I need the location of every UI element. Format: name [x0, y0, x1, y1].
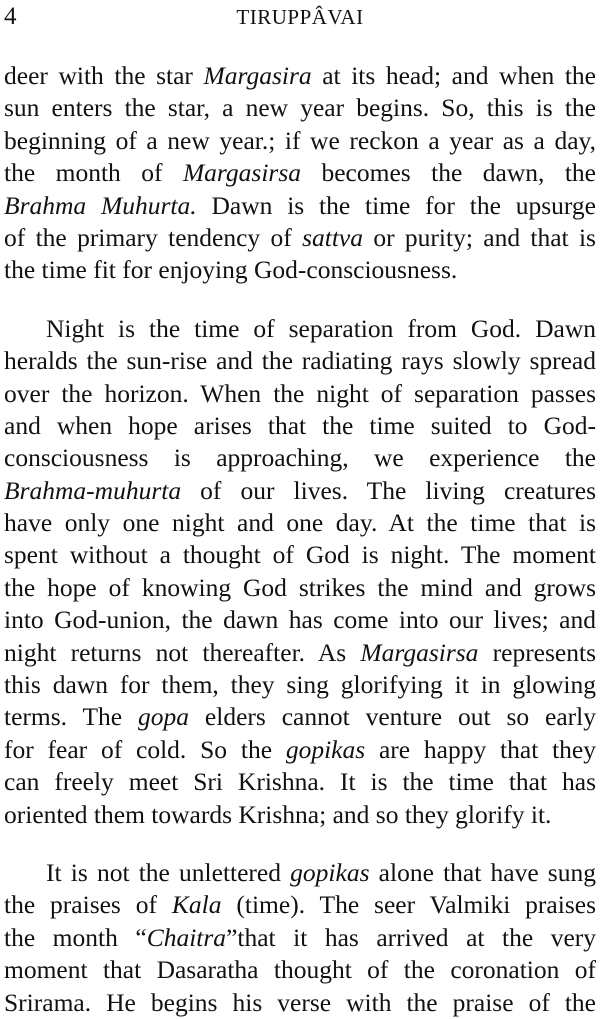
text-line [4, 987, 596, 1019]
text-segment: the praises of [4, 890, 172, 920]
italic-term: Margasira [203, 61, 312, 90]
text-line [4, 799, 596, 831]
italic-term: Kala [171, 890, 222, 920]
text-segment: Srirama. He begins his verse with the praise of the [4, 987, 596, 1017]
page-number: 4 [4, 3, 17, 30]
italic-term: gopikas [285, 734, 366, 764]
text-segment: deer with the star [4, 61, 204, 90]
italic-term: Chaitra [146, 922, 227, 952]
text-line [4, 345, 596, 377]
text-segment: consciousness is approaching, we experience the [4, 443, 596, 473]
text-segment: represents [478, 637, 596, 667]
text-segment: heralds the sun-rise and the radiating rays slowly spread [4, 346, 596, 376]
text-line [4, 889, 596, 921]
text-line [4, 157, 596, 189]
body-text [4, 60, 596, 1019]
text-segment: Dawn is the time for the upsurge [196, 190, 596, 220]
text-segment: into God-union, the dawn has come into our lives; and [4, 605, 596, 635]
italic-term: gopa [138, 702, 190, 732]
text-segment: for fear of cold. So the [4, 734, 286, 764]
text-line [4, 190, 596, 222]
text-segment: at its head; and when the [311, 61, 596, 90]
text-line [4, 378, 596, 410]
text-line [4, 254, 596, 286]
text-line [4, 410, 596, 442]
text-line [4, 313, 596, 345]
text-line [4, 857, 596, 889]
text-line [4, 539, 596, 571]
text-segment: are happy that they [365, 734, 596, 764]
text-segment: moment that Dasaratha thought of the coronation of [4, 955, 596, 985]
text-line [4, 701, 596, 733]
paragraph-gap [4, 287, 596, 313]
text-segment: night returns not thereafter. As [4, 637, 361, 667]
italic-term: Brahma-muhurta [4, 475, 182, 505]
page-header [4, 2, 596, 38]
text-line [4, 60, 596, 92]
text-segment: sun enters the star, a new year begins. So, this is the [4, 93, 596, 123]
text-segment: the hope of knowing God strikes the mind and grows [4, 572, 596, 602]
text-segment: terms. The [4, 702, 139, 732]
italic-term: Brahma Muhurta. [4, 190, 197, 220]
running-head: TIRUPPÂVAI [236, 5, 364, 29]
text-segment: alone that have sung [369, 857, 596, 887]
text-segment: or purity; and that is [363, 222, 596, 252]
text-segment: (time). The seer Valmiki praises [221, 890, 596, 920]
text-segment: oriented them towards Krishna; and so they glorify it. [4, 799, 552, 829]
italic-term: gopikas [290, 857, 370, 887]
text-segment: over the horizon. When the night of separation passes [4, 378, 596, 408]
italic-term: Margasirsa [182, 158, 302, 188]
text-line [4, 507, 596, 539]
text-line [4, 475, 596, 507]
paragraph-3 [4, 857, 596, 1019]
text-segment: have only one night and one day. At the time that is [4, 508, 596, 538]
text-line [4, 669, 596, 701]
text-segment: this dawn for them, they sing glorifying it in glowing [4, 670, 596, 700]
text-segment: can freely meet Sri Krishna. It is the time that has [4, 767, 596, 797]
text-segment: of our lives. The living creatures [181, 475, 596, 505]
text-segment: spent without a thought of God is night. The moment [4, 540, 596, 570]
text-line [4, 125, 596, 157]
text-line [4, 766, 596, 798]
text-line [4, 734, 596, 766]
text-line [4, 92, 596, 124]
text-segment: the month “ [4, 922, 147, 952]
italic-term: Margasirsa [360, 637, 479, 667]
text-line [4, 922, 596, 954]
text-segment: and when hope arises that the time suited to God- [4, 410, 596, 440]
text-segment: of the primary tendency of [4, 222, 303, 252]
text-segment: It is not the unlettered [46, 857, 291, 887]
text-segment: the time fit for enjoying God-consciousness. [4, 255, 458, 285]
text-line [4, 222, 596, 254]
paragraph-1 [4, 60, 596, 287]
text-segment: the month of [4, 158, 183, 188]
text-segment: Night is the time of separation from God. Dawn [46, 313, 596, 343]
text-line [4, 572, 596, 604]
paragraph-gap [4, 831, 596, 857]
text-line [4, 954, 596, 986]
text-line [4, 442, 596, 474]
paragraph-2 [4, 313, 596, 831]
italic-term: sattva [302, 222, 363, 252]
text-segment: ”that it has arrived at the very [226, 922, 596, 952]
text-line [4, 604, 596, 636]
text-segment: beginning of a new year.; if we reckon a year as a day, [4, 125, 596, 155]
text-segment: elders cannot venture out so early [189, 702, 596, 732]
text-line [4, 637, 596, 669]
text-segment: becomes the dawn, the [301, 158, 596, 188]
